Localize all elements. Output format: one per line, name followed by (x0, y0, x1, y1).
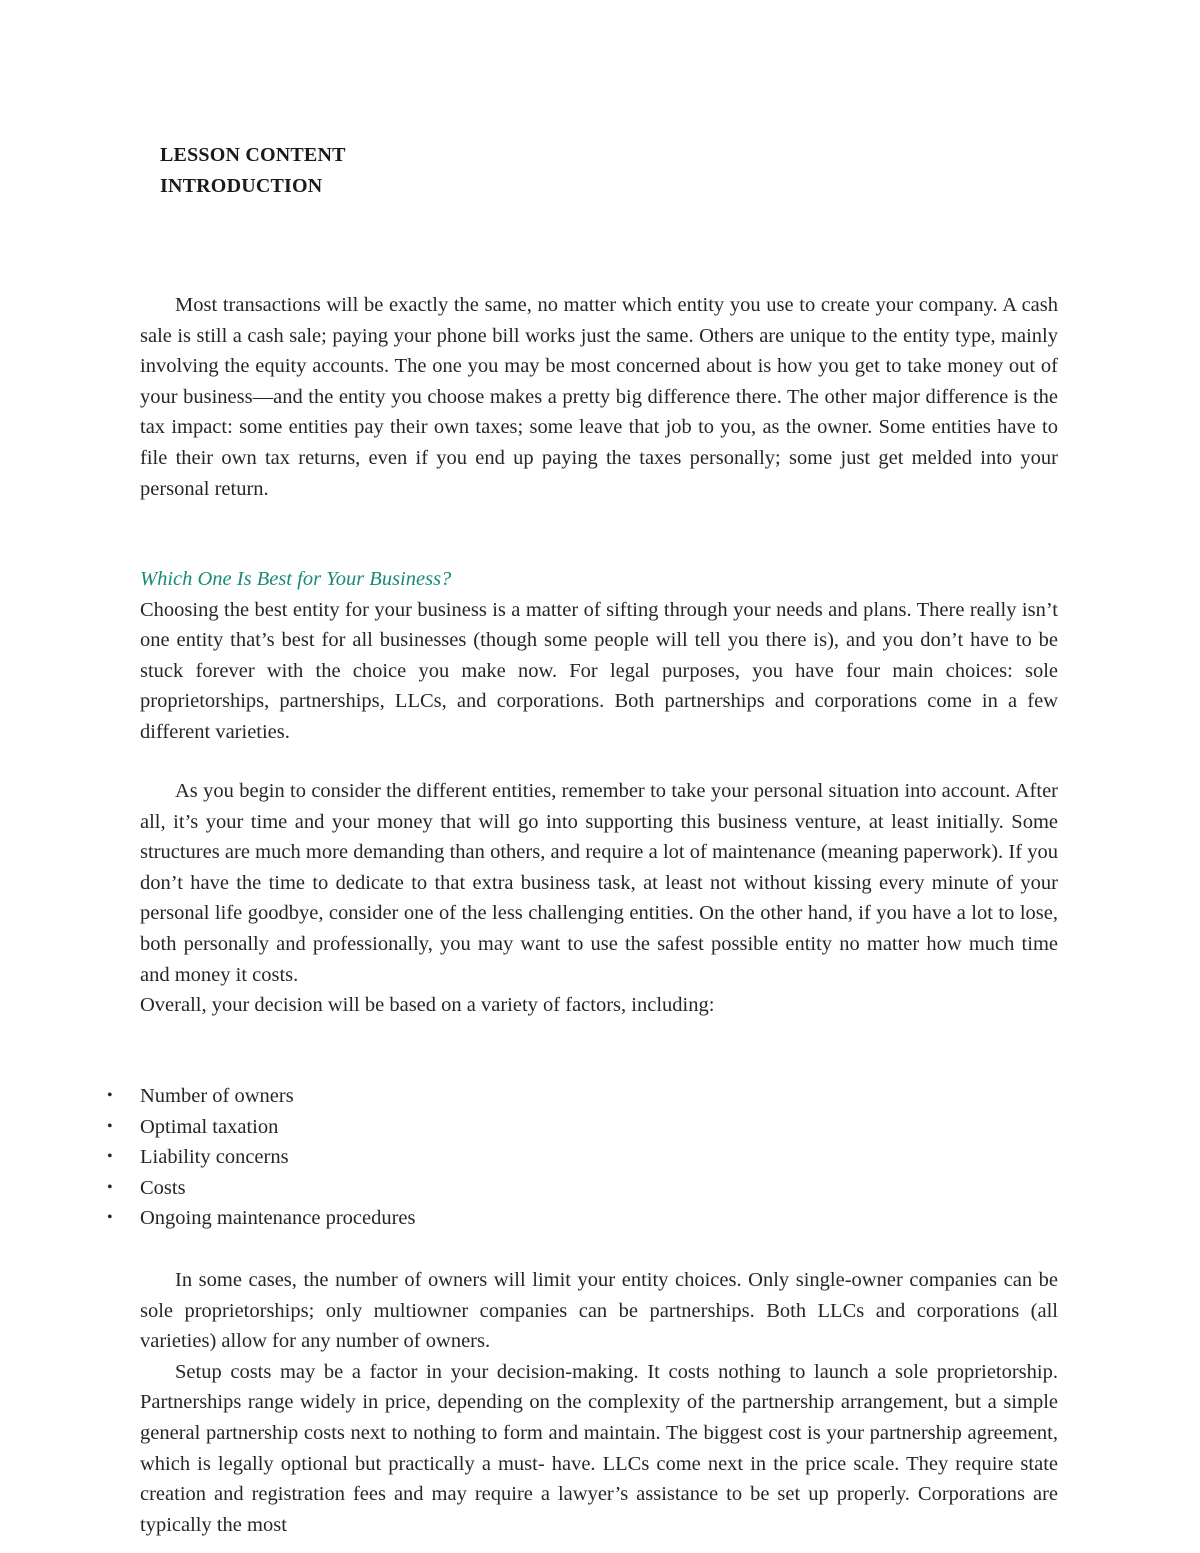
setup-costs-paragraph: Setup costs may be a factor in your decision-making. It costs nothing to launch a sole proprietorship. Partnerships range widely in price, depending on the complexity of the partnership arrangement, but a simple general partnership costs next to nothing to form and maintain. The biggest cost is your partnership agreement, which is legally optional but practically a must- have. LLCs come next in the price scale. They require state creation and registration fees and may require a lawyer’s assistance to be set up properly. Corporations are typically the most (140, 1360, 1058, 1536)
section-subheading: Which One Is Best for Your Business? (140, 568, 452, 590)
body-section-4 (140, 1265, 1058, 1540)
factors-section (140, 1081, 1058, 1234)
list-item: • Liability concerns (140, 1142, 1058, 1173)
list-item: • Ongoing maintenance procedures (140, 1203, 1058, 1234)
list-item: • Optimal taxation (140, 1112, 1058, 1143)
entity-choice-paragraph: Choosing the best entity for your business is a matter of sifting through your needs and plans. There really isn’t one entity that’s best for all businesses (though some people will tell you there is), and you don’t have to be stuck forever with the choice you make now. For legal purposes, you have four main choices: sole proprietorships, partnerships, LLCs, and corporations. Both partnerships and corporations come in a few different varieties. (140, 598, 1058, 743)
intro-paragraph: Most transactions will be exactly the same, no matter which entity you use to create your company. A cash sale is still a cash sale; paying your phone bill works just the same. Others are unique to the entity type, mainly involving the equity accounts. The one you may be most concerned about is how you get to take money out of your business—and the entity you choose makes a pretty big difference there. The other major difference is the tax impact: some entities pay their own taxes; some leave that job to you, as the owner. Some entities have to file their own tax returns, even if you end up paying the taxes personally; some just get melded into your personal return. (140, 294, 1058, 500)
list-item: • Costs (140, 1173, 1058, 1204)
introduction-heading: INTRODUCTION (160, 175, 323, 197)
list-item: • Number of owners (140, 1081, 1058, 1112)
factors-intro-paragraph: Overall, your decision will be based on a variety of factors, including: (140, 994, 715, 1017)
body-section-1 (140, 290, 1058, 504)
body-section-2 (140, 564, 1058, 748)
factors-list (140, 1081, 1058, 1234)
owners-paragraph: In some cases, the number of owners will limit your entity choices. Only single-owner companies can be sole proprietorships; only multiowner companies can be partnerships. Both LLCs and corporations (all varieties) allow for any number of owners. (140, 1269, 1058, 1353)
lesson-content-heading: LESSON CONTENT (160, 144, 346, 166)
body-section-3 (140, 776, 1058, 1021)
personal-situation-paragraph: As you begin to consider the different entities, remember to take your personal situation into account. After all, it’s your time and your money that will go into supporting this business venture, at least initially. Some structures are much more demanding than others, and require a lot of maintenance (meaning paperwork). If you don’t have the time to dedicate to that extra business task, at least not without kissing every minute of your personal life goodbye, consider one of the less challenging entities. On the other hand, if you have a lot to lose, both personally and professionally, you may want to use the safest possible entity no matter how much time and money it costs. (140, 780, 1058, 986)
